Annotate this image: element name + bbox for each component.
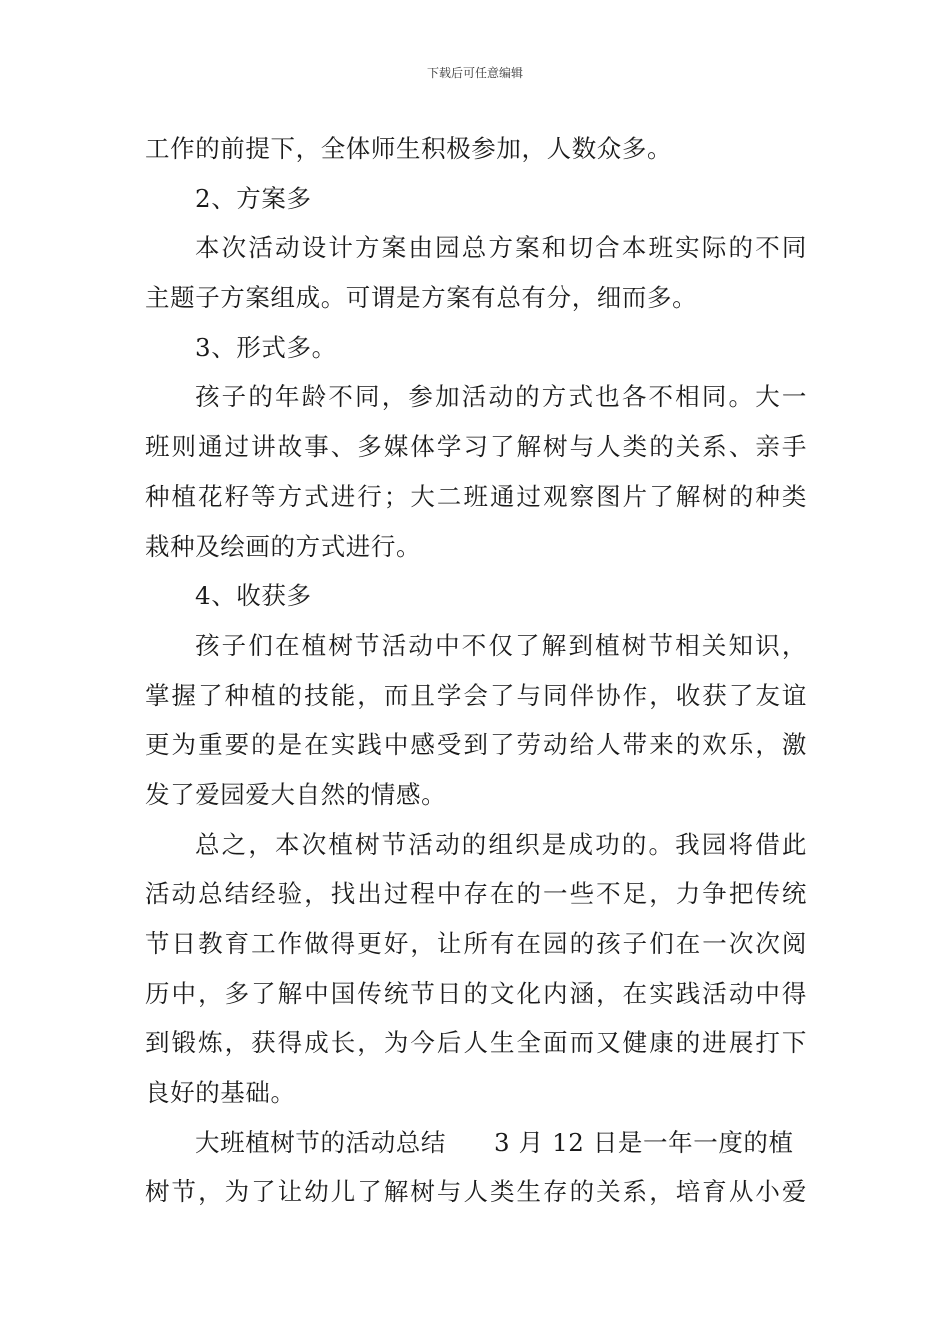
document-body [145, 124, 807, 1217]
body-line: 班则通过讲故事、多媒体学习了解树与人类的关系、亲手 [145, 432, 807, 462]
page-header: 下载后可任意编辑 [426, 66, 523, 80]
body-line: 活动总结经验，找出过程中存在的一些不足，力争把传统 [145, 879, 807, 909]
body-line: 总之，本次植树节活动的组织是成功的。我园将借此 [195, 829, 807, 859]
section-heading: 2、方案多 [195, 183, 312, 213]
body-line: 到锻炼，获得成长，为今后人生全面而又健康的进展打下 [145, 1028, 807, 1058]
body-line: 本次活动设计方案由园总方案和切合本班实际的不同 [195, 233, 807, 263]
article-title: 大班植树节的活动总结 [195, 1127, 446, 1157]
body-line: 孩子的年龄不同，参加活动的方式也各不相同。大一 [195, 382, 807, 412]
body-text: 3 月 12 日是一年一度的植 [494, 1127, 794, 1157]
body-line: 掌握了种植的技能，而且学会了与同伴协作，收获了友谊 [145, 680, 807, 710]
body-line: 历中，多了解中国传统节日的文化内涵，在实践活动中得 [145, 978, 807, 1008]
body-line: 良好的基础。 [145, 1078, 296, 1108]
body-line: 工作的前提下，全体师生积极参加，人数众多。 [145, 134, 673, 163]
body-line: 节日教育工作做得更好，让所有在园的孩子们在一次次阅 [145, 929, 807, 958]
body-line: 主题子方案组成。可谓是方案有总有分，细而多。 [145, 283, 698, 313]
body-line-with-title [145, 1118, 807, 1168]
body-line: 发了爱园爱大自然的情感。 [145, 779, 447, 809]
section-heading: 3、形式多。 [195, 332, 337, 362]
body-line: 栽种及绘画的方式进行。 [145, 531, 422, 561]
body-line: 树节，为了让幼儿了解树与人类生存的关系，培育从小爱 [145, 1177, 807, 1207]
body-line: 孩子们在植树节活动中不仅了解到植树节相关知识， [195, 630, 807, 660]
body-line: 种植花籽等方式进行；大二班通过观察图片了解树的种类 [145, 481, 807, 511]
section-heading: 4、收获多 [195, 581, 312, 611]
body-line: 更为重要的是在实践中感受到了劳动给人带来的欢乐，激 [145, 730, 807, 760]
